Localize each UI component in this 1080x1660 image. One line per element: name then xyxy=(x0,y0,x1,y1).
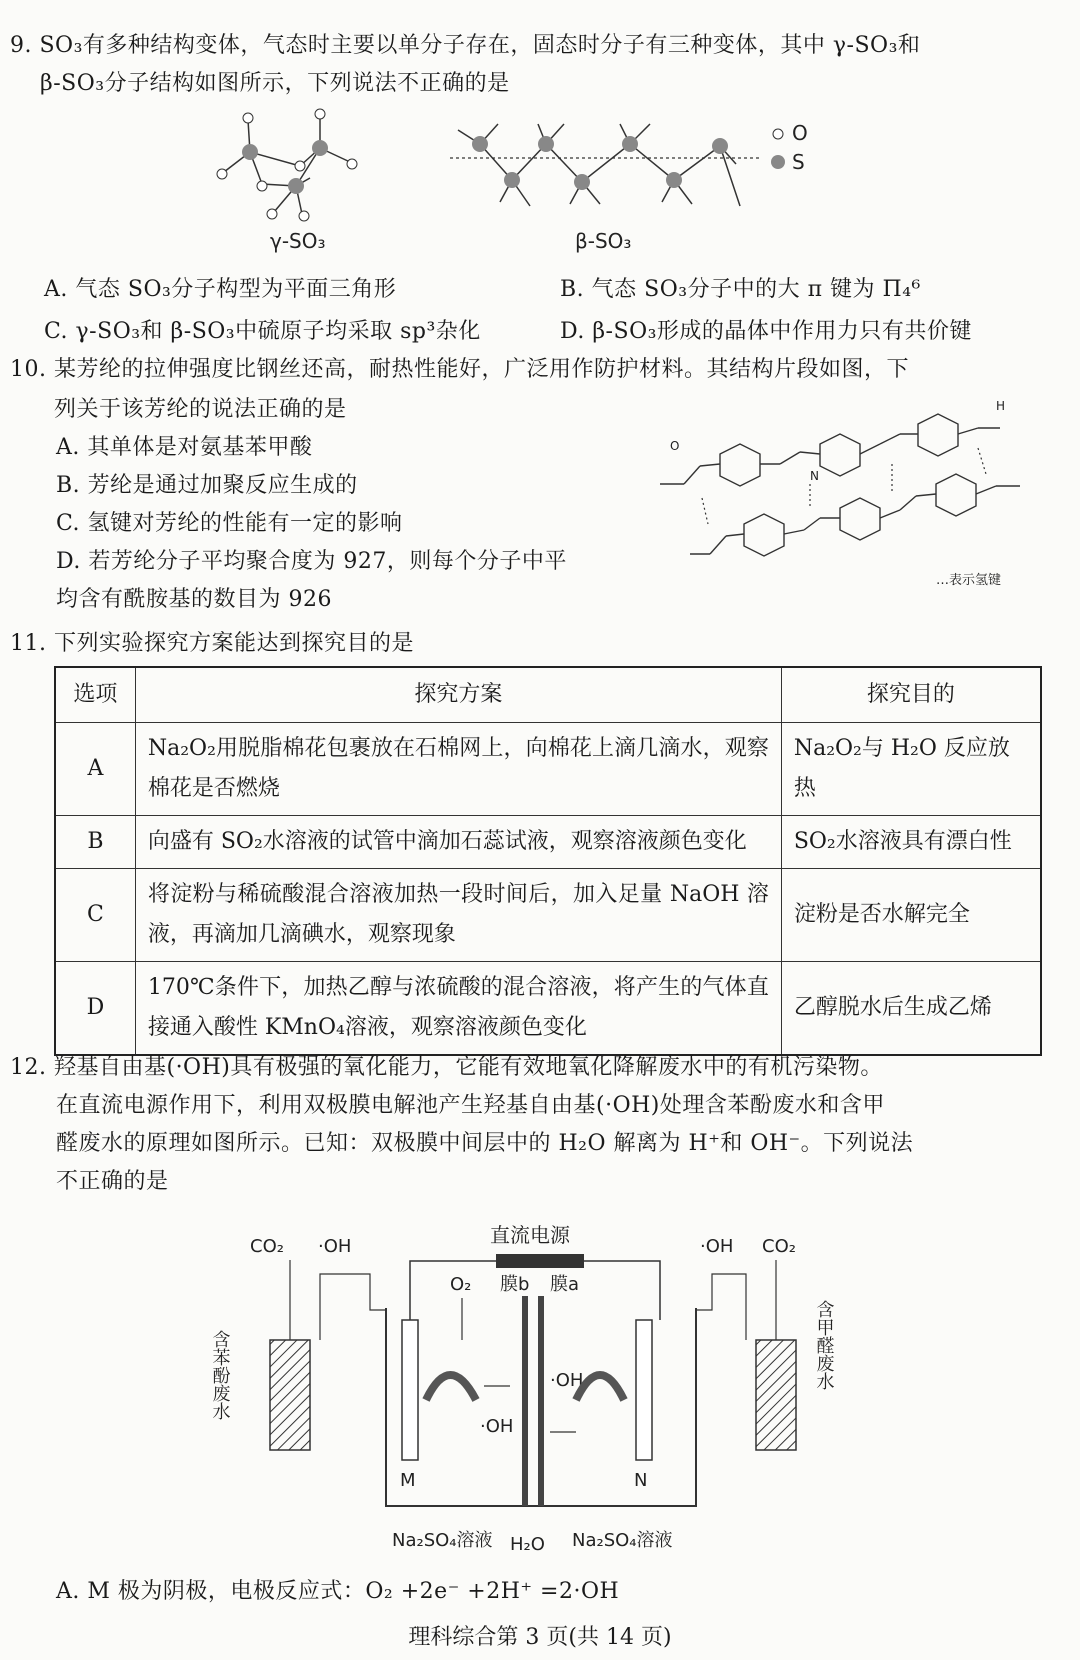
table-row xyxy=(55,962,1041,1056)
q10-option-a: A. 其单体是对氨基苯甲酸 xyxy=(56,435,313,460)
table-row xyxy=(55,869,1041,962)
row-goal: 淀粉是否水解完全 xyxy=(781,869,1041,962)
electrode-m-label: M xyxy=(400,1470,416,1491)
q12-stem-line1: 12. 羟基自由基(·OH)具有极强的氧化能力，它能有效地氧化降解废水中的有机污染物。 xyxy=(10,1055,883,1080)
electrode-n xyxy=(636,1320,652,1460)
co2-right: CO₂ xyxy=(762,1236,796,1257)
q10-option-b: B. 芳纶是通过加聚反应生成的 xyxy=(56,473,358,498)
q9-option-b: B. 气态 SO₃分子中的大 π 键为 Π₄⁶ xyxy=(560,277,921,302)
table-header-row xyxy=(55,667,1041,723)
membrane-a-label: 膜a xyxy=(550,1274,580,1295)
electrode-n-label: N xyxy=(634,1470,648,1491)
q9-figure xyxy=(200,106,840,256)
table-row xyxy=(55,723,1041,816)
q10-legend: …表示氢键 xyxy=(936,573,1002,588)
row-plan: 170℃条件下，加热乙醇与浓硫酸的混合溶液，将产生的气体直接通入酸性 KMnO₄溶液，观察溶液颜色变化 xyxy=(135,962,781,1056)
q12-option-a: A. M 极为阴极，电极反应式：O₂ +2e⁻ +2H⁺ =2·OH xyxy=(56,1579,620,1604)
row-option: A xyxy=(55,723,135,816)
q10-option-d-line2: 均含有酰胺基的数目为 926 xyxy=(56,587,332,612)
beta-so3-atoms xyxy=(472,136,728,190)
q9-option-a: A. 气态 SO₃分子构型为平面三角形 xyxy=(44,277,397,302)
electrode-m xyxy=(402,1320,418,1460)
q10-aramid-figure xyxy=(660,384,1060,594)
row-goal: SO₂水溶液具有漂白性 xyxy=(781,816,1041,869)
row-plan: Na₂O₂用脱脂棉花包裹放在石棉网上，向棉花上滴几滴水，观察棉花是否燃烧 xyxy=(135,723,781,816)
page-footer: 理科综合第 3 页(共 14 页) xyxy=(408,1625,672,1650)
row-goal: 乙醇脱水后生成乙烯 xyxy=(781,962,1041,1056)
na2so4-right: Na₂SO₄溶液 xyxy=(572,1530,673,1551)
row-option: B xyxy=(55,816,135,869)
q9-stem-line2: β-SO₃分子结构如图所示，下列说法不正确的是 xyxy=(40,71,510,96)
gamma-so3-structure xyxy=(224,116,350,214)
gamma-so3-label: γ-SO₃ xyxy=(270,229,326,253)
header-goal: 探究目的 xyxy=(781,667,1041,723)
row-option: C xyxy=(55,869,135,962)
membrane-b-label: 膜b xyxy=(500,1274,530,1295)
q10-option-c: C. 氢键对芳纶的性能有一定的影响 xyxy=(56,511,403,536)
oh-left-inner: ·OH xyxy=(480,1416,514,1437)
right-reactor xyxy=(756,1340,796,1450)
h2o-label: H₂O xyxy=(510,1534,545,1555)
q10-stem-line2: 列关于该芳纶的说法正确的是 xyxy=(54,397,347,422)
beta-so3-label: β-SO₃ xyxy=(575,229,632,253)
beta-so3-structure xyxy=(458,124,740,206)
q11-stem: 11. 下列实验探究方案能达到探究目的是 xyxy=(10,631,414,656)
q9-option-d: D. β-SO₃形成的晶体中作用力只有共价键 xyxy=(560,319,972,344)
row-plan: 将淀粉与稀硫酸混合溶液加热一段时间后，加入足量 NaOH 溶液，再滴加几滴碘水，观察现象 xyxy=(135,869,781,962)
oh-right-inner: ·OH xyxy=(550,1370,584,1391)
table-row xyxy=(55,816,1041,869)
gamma-so3-atoms xyxy=(217,109,357,221)
q9-stem-line1: 9. SO₃有多种结构变体，气态时主要以单分子存在，固态时分子有三种变体，其中 γ-SO₃和 xyxy=(10,33,921,58)
power-label: 直流电源 xyxy=(490,1223,570,1247)
row-goal: Na₂O₂与 H₂O 反应放热 xyxy=(781,723,1041,816)
header-option: 选项 xyxy=(55,667,135,723)
legend-s: S xyxy=(792,150,805,174)
membrane-a xyxy=(538,1296,544,1506)
q10-option-d-line1: D. 若芳纶分子平均聚合度为 927，则每个分子中平 xyxy=(56,549,567,574)
na2so4-left: Na₂SO₄溶液 xyxy=(392,1530,493,1551)
row-plan: 向盛有 SO₂水溶液的试管中滴加石蕊试液，观察溶液颜色变化 xyxy=(135,816,781,869)
q11-table xyxy=(54,666,1042,1056)
q12-electrolysis-figure xyxy=(200,1210,900,1560)
q10-atom-h: H xyxy=(996,399,1006,413)
co2-left: CO₂ xyxy=(250,1236,284,1257)
left-waste-label: 含苯酚废水 xyxy=(209,1330,231,1420)
q10-stem-line1: 10. 某芳纶的拉伸强度比钢丝还高，耐热性能好，广泛用作防护材料。其结构片段如图，下 xyxy=(10,357,909,382)
q10-atom-n: N xyxy=(810,469,819,483)
q9-option-c: C. γ-SO₃和 β-SO₃中硫原子均采取 sp³杂化 xyxy=(44,319,481,344)
q12-stem-line2: 在直流电源作用下，利用双极膜电解池产生羟基自由基(·OH)处理含苯酚废水和含甲 xyxy=(56,1093,885,1118)
right-waste-label: 含甲醛废水 xyxy=(813,1300,835,1390)
q12-stem-line4: 不正确的是 xyxy=(56,1169,169,1194)
header-plan: 探究方案 xyxy=(135,667,781,723)
o2-label: O₂ xyxy=(450,1274,472,1295)
oh-left: ·OH xyxy=(318,1236,352,1257)
q10-atom-o: O xyxy=(670,439,680,453)
left-reactor xyxy=(270,1340,310,1450)
membrane-b xyxy=(522,1296,528,1506)
q12-stem-line3: 醛废水的原理如图所示。已知：双极膜中间层中的 H₂O 解离为 H⁺和 OH⁻。下列说法 xyxy=(56,1131,914,1156)
oh-right: ·OH xyxy=(700,1236,734,1257)
legend-o: O xyxy=(792,121,808,145)
row-option: D xyxy=(55,962,135,1056)
power-source xyxy=(496,1254,584,1268)
